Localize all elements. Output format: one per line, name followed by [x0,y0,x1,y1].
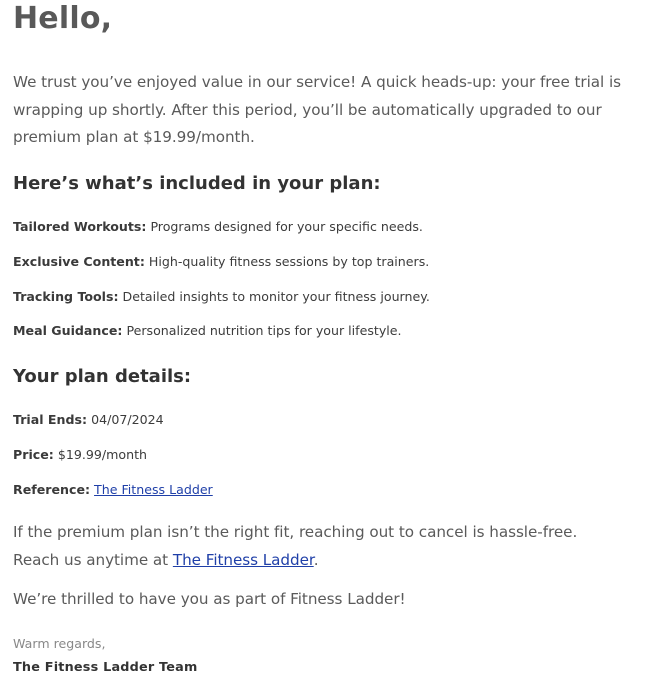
feature-term: Exclusive Content: [13,254,145,269]
feature-term: Tracking Tools: [13,289,119,304]
plan-details-heading: Your plan details: [13,366,192,387]
feature-text: Personalized nutrition tips for your lifestyle. [126,323,402,338]
trial-ends-value: 04/07/2024 [91,412,164,427]
cancel-paragraph [13,518,643,574]
signoff-text: Warm regards, [13,636,106,651]
included-heading: Here’s what’s included in your plan: [13,173,381,194]
cancel-line-2-prefix: Reach us anytime at [13,551,169,569]
trial-ends-label: Trial Ends: [13,412,88,427]
reference-link[interactable]: The Fitness Ladder [94,482,213,497]
feature-item [13,288,430,306]
thrilled-paragraph: We’re thrilled to have you as part of Fitness Ladder! [13,590,406,608]
price-row [13,446,147,464]
feature-item [13,253,429,271]
cancel-line-1: If the premium plan isn’t the right fit, reaching out to cancel is hassle-free. [13,523,578,541]
feature-text: Detailed insights to monitor your fitness journey. [122,289,430,304]
feature-text: Programs designed for your specific needs. [150,219,423,234]
cancel-line-2-suffix: . [313,551,319,569]
intro-paragraph: We trust you’ve enjoyed value in our service! A quick heads-up: your free trial is wrapping up shortly. After this period, you’ll be automatically upgraded to our premium plan at $19.99/month. [13,73,622,146]
feature-term: Tailored Workouts: [13,219,147,234]
contact-link[interactable]: The Fitness Ladder [172,551,314,569]
feature-term: Meal Guidance: [13,323,123,338]
feature-text: High-quality fitness sessions by top trainers. [148,254,430,269]
trial-ends-row [13,411,164,429]
team-signature: The Fitness Ladder Team [13,660,198,675]
reference-label: Reference: [13,482,91,497]
price-label: Price: [13,447,54,462]
greeting-heading: Hello, [13,1,113,36]
reference-row [13,481,213,499]
feature-item [13,322,402,340]
feature-item [13,218,423,236]
price-value: $19.99/month [57,447,148,462]
